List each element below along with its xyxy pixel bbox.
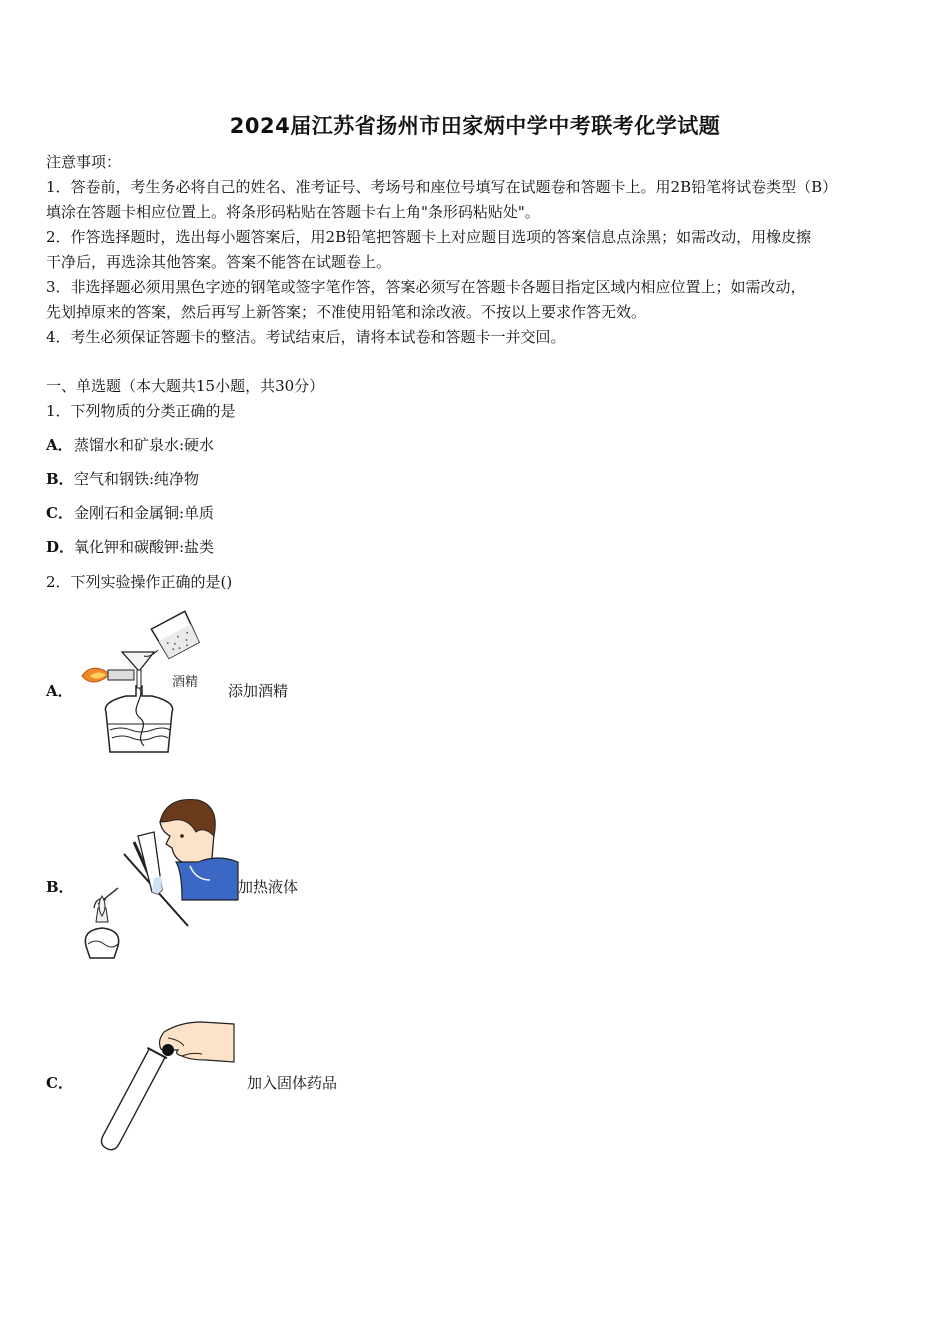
q2-option-b-text: 加热液体	[238, 878, 299, 896]
notice-line: 先划掉原来的答案，然后再写上新答案；不准使用铅笔和涂改液。不按以上要求作答无效。	[46, 303, 647, 321]
heating-liquid-figure	[78, 796, 238, 966]
question-1-stem: 1．下列物质的分类正确的是	[46, 402, 236, 420]
q1-option-d-text: 氧化钾和碳酸钾:盐类	[74, 538, 215, 556]
notice-line: 4．考生必须保证答题卡的整洁。考试结束后，请将本试卷和答题卡一并交回。	[46, 328, 566, 346]
q1-option-d-letter: D．	[46, 538, 75, 556]
notice-line: 1．答卷前，考生务必将自己的姓名、准考证号、考场号和座位号填写在试题卷和答题卡上。用2B铅笔将试卷类型（B）	[46, 178, 838, 196]
section-heading: 一、单选题（本大题共15小题，共30分）	[46, 377, 325, 395]
q2-option-c-text: 加入固体药品	[247, 1074, 338, 1092]
figure-label-alcohol: 酒精	[172, 675, 199, 690]
page-title: 2024届江苏省扬州市田家炳中学中考联考化学试题	[229, 114, 721, 138]
q2-option-a-text: 添加酒精	[228, 682, 289, 700]
notice-line: 3．非选择题必须用黑色字迹的钢笔或签字笔作答，答案必须写在答题卡各题目指定区域内相应位置上；如需改动，	[46, 278, 806, 296]
alcohol-lamp-figure	[76, 612, 216, 762]
question-2-stem: 2．下列实验操作正确的是()	[46, 573, 233, 591]
notice-line: 填涂在答题卡相应位置上。将条形码粘贴在答题卡右上角"条形码粘贴处"。	[46, 203, 540, 221]
q2-option-c-letter: C．	[46, 1074, 73, 1092]
q1-option-a-letter: A．	[46, 436, 73, 454]
notice-line: 2．作答选择题时，选出每小题答案后，用2B铅笔把答题卡上对应题目选项的答案信息点涂黑；如需改动，用橡皮擦	[46, 228, 812, 246]
q2-option-a-letter: A．	[46, 682, 73, 700]
q1-option-c-text: 金刚石和金属铜:单质	[74, 504, 215, 522]
q1-option-a-text: 蒸馏水和矿泉水:硬水	[74, 436, 215, 454]
q2-option-b-letter: B．	[46, 878, 74, 896]
q1-option-c-letter: C．	[46, 504, 73, 522]
notice-heading: 注意事项：	[46, 153, 122, 171]
notice-line: 干净后，再选涂其他答案。答案不能答在试题卷上。	[46, 253, 392, 271]
q1-option-b-letter: B．	[46, 470, 74, 488]
q1-option-b-text: 空气和钢铁:纯净物	[74, 470, 200, 488]
adding-solid-figure	[94, 1016, 244, 1161]
